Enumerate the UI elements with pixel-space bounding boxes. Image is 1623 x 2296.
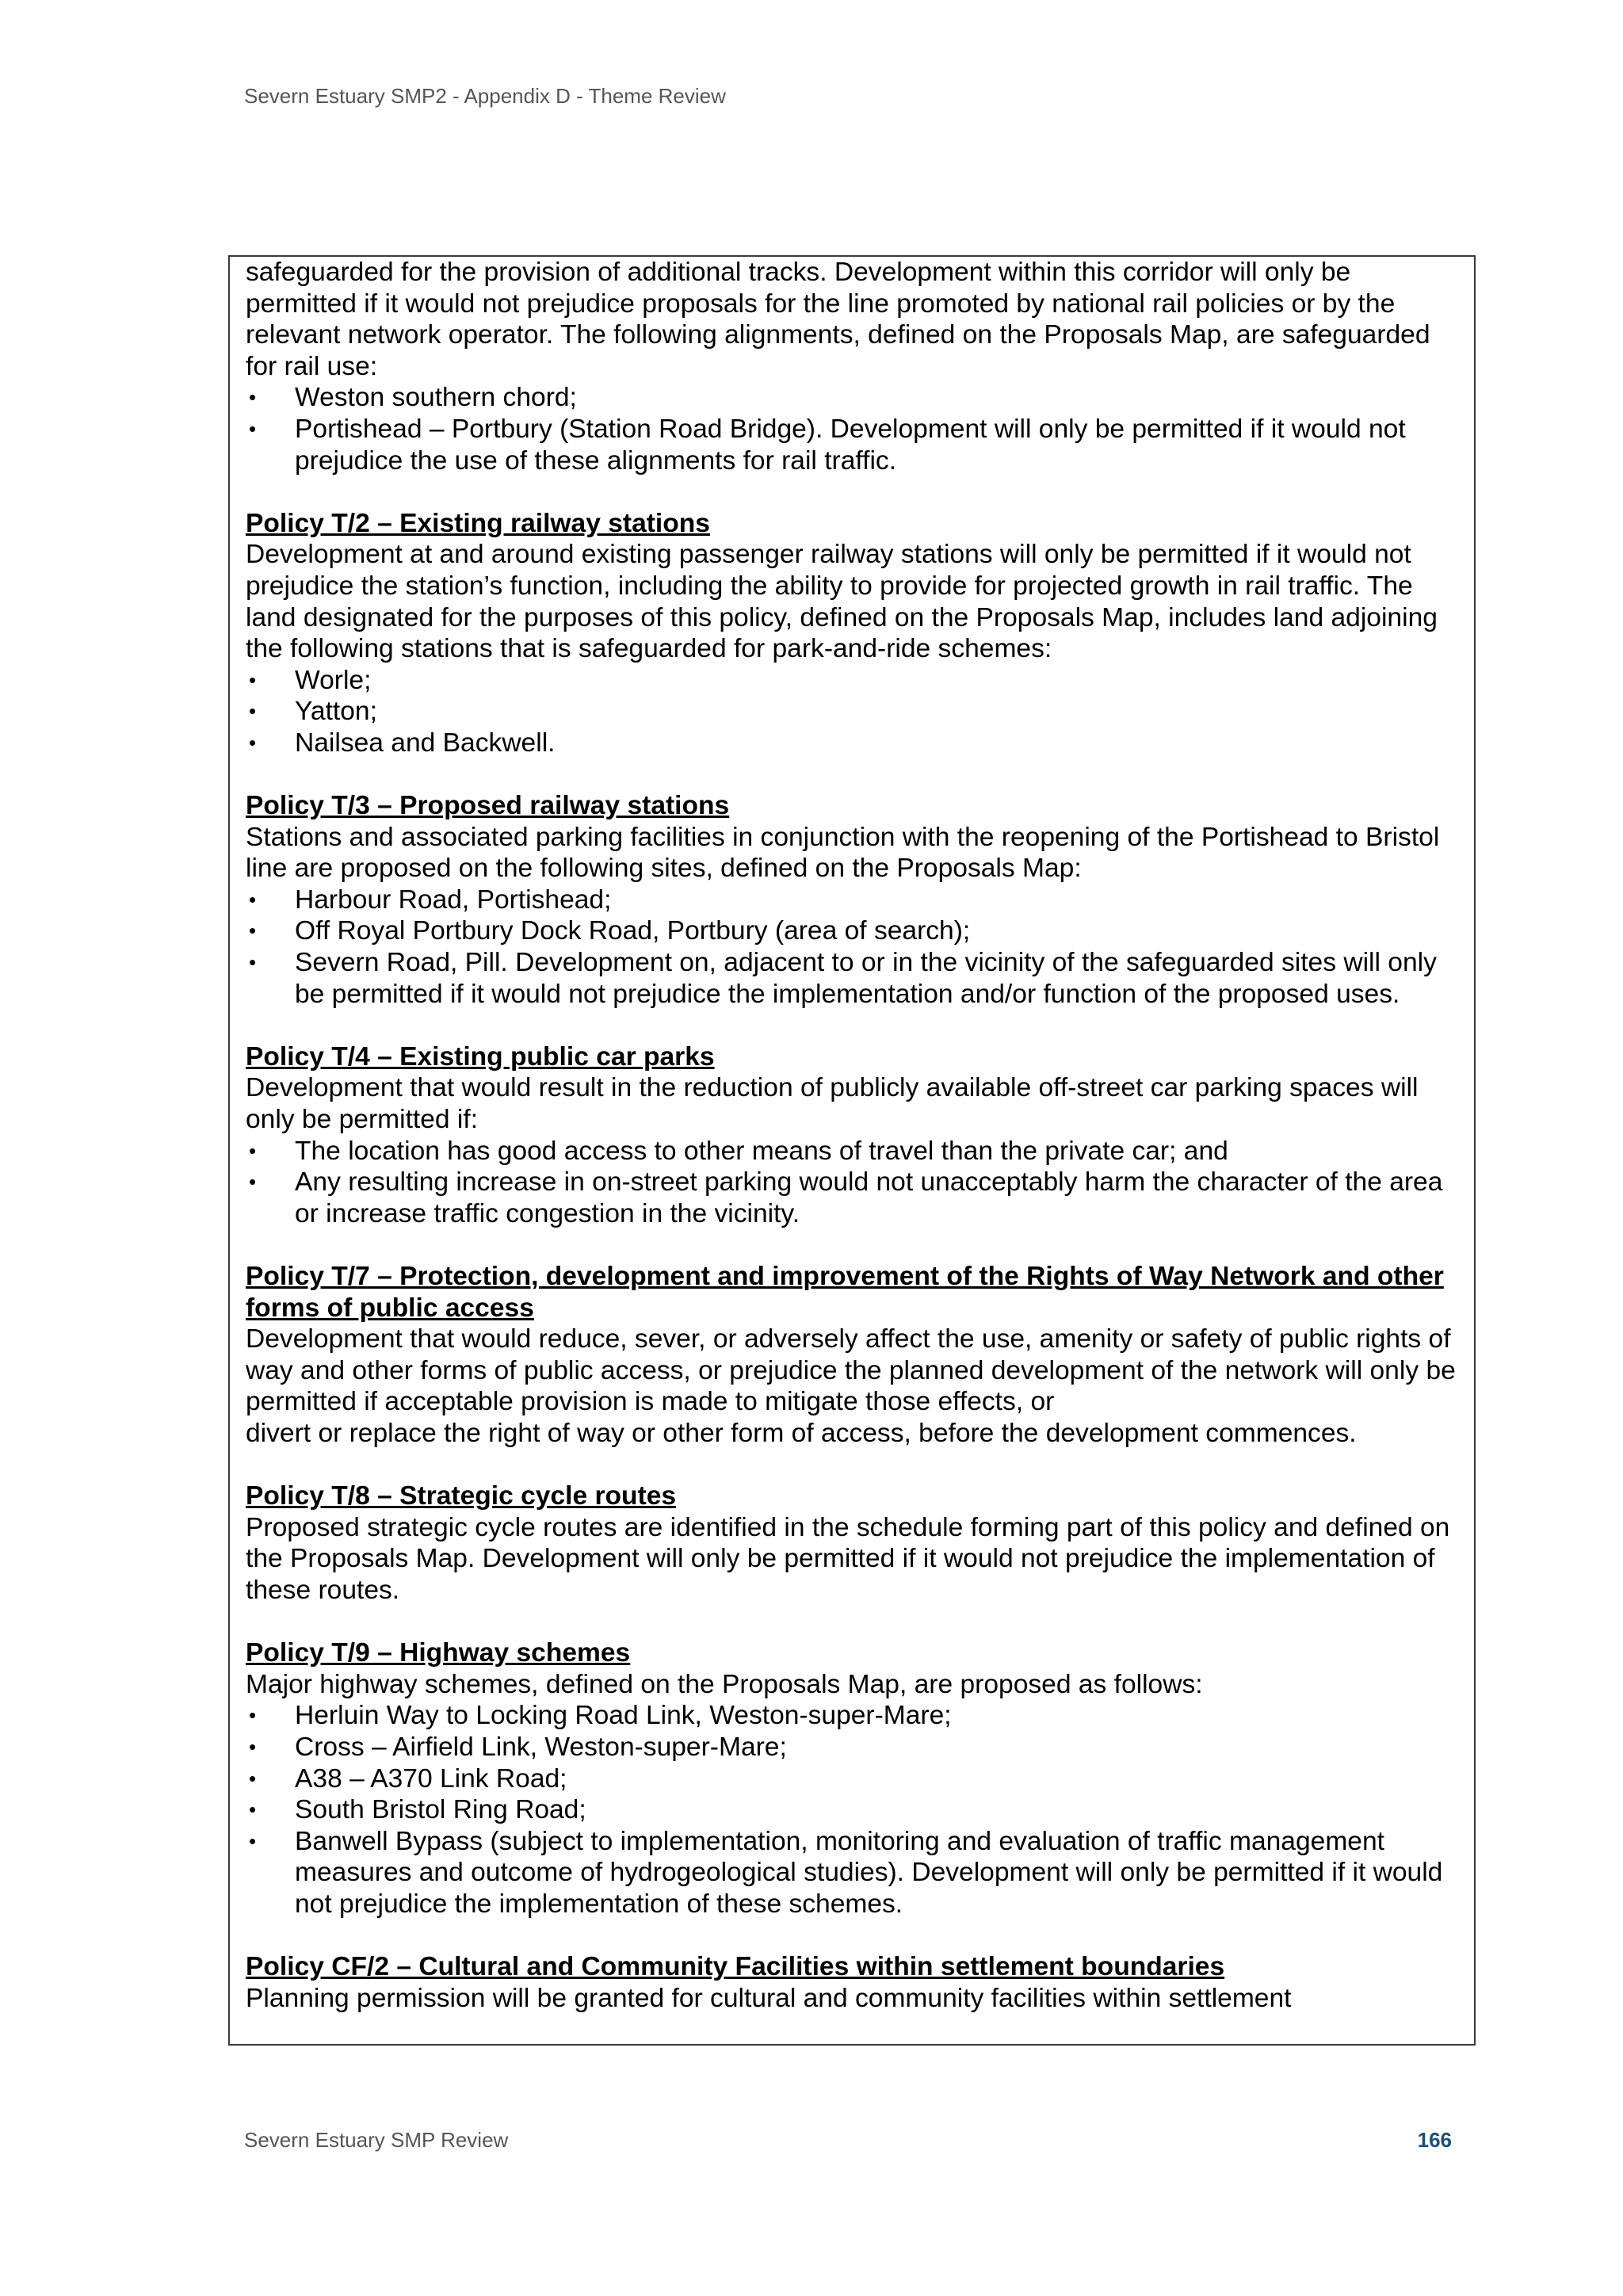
policy-heading: Policy T/9 – Highway schemes	[246, 1638, 631, 1668]
list-item: • Harbour Road, Portishead;	[249, 884, 612, 915]
policy-heading: Policy T/4 – Existing public car parks	[246, 1041, 715, 1072]
list-item: • A38 – A370 Link Road;	[249, 1763, 567, 1794]
policy-t3	[246, 790, 1458, 1010]
policy-t8	[246, 1480, 1458, 1606]
policy-body: Major highway schemes, defined on the Proposals Map, are proposed as follows:	[246, 1669, 1203, 1699]
bullet-list	[246, 884, 1458, 1010]
footer-title: Severn Estuary SMP Review	[244, 2128, 509, 2152]
bullet-icon: •	[249, 1734, 257, 1759]
list-item: • Any resulting increase in on-street parking would not unacceptably harm the character of the area or increase traffic congestion in the vicinity.	[249, 1167, 1443, 1228]
list-item: • Cross – Airfield Link, Weston-super-Mare;	[249, 1732, 787, 1762]
bullet-list	[246, 1136, 1458, 1230]
bullet-icon: •	[249, 919, 257, 943]
list-item: • Off Royal Portbury Dock Road, Portbury (area of search);	[249, 916, 971, 946]
policy-t9	[246, 1637, 1458, 1920]
page-number: 166	[1417, 2128, 1452, 2152]
policy-text-box	[228, 255, 1476, 2046]
policy-cf2	[246, 1951, 1458, 2014]
list-item: • Nailsea and Backwell.	[249, 728, 556, 758]
policy-heading: Policy CF/2 – Cultural and Community Facilities within settlement boundaries	[246, 1952, 1225, 1982]
bullet-icon: •	[249, 730, 257, 755]
policy-body-continued: divert or replace the right of way or other form of access, before the development commences.	[246, 1418, 1357, 1448]
list-item: • South Bristol Ring Road;	[249, 1795, 586, 1825]
policy-heading: Policy T/2 – Existing railway stations	[246, 508, 710, 538]
policy-body: Proposed strategic cycle routes are identified in the schedule forming part of this policy and defined on the Proposals Map. Development will only be permitted if it would not prejudice the implementation of these routes.	[246, 1512, 1450, 1605]
intro-paragraph: safeguarded for the provision of additional tracks. Development within this corridor will only be permitted if it would not prejudice proposals for the line promoted by national rail policies or by the relevant network operator. The following alignments, defined on the Proposals Map, are safeguarded for rail use:	[246, 258, 1430, 381]
list-item: • Severn Road, Pill. Development on, adjacent to or in the vicinity of the safeguarded sites will only be permitted if it would not prejudice the implementation and/or function of the proposed uses.	[249, 948, 1437, 1009]
intro-bullet-list	[246, 382, 1458, 476]
bullet-icon: •	[249, 416, 257, 441]
list-item: • The location has good access to other means of travel than the private car; and	[249, 1136, 1228, 1166]
bullet-icon: •	[249, 667, 257, 692]
list-item: • Portishead – Portbury (Station Road Bridge). Development will only be permitted if it would not prejudice the use of these alignments for rail traffic.	[249, 414, 1406, 476]
bullet-icon: •	[249, 950, 257, 975]
bullet-icon: •	[249, 1828, 257, 1853]
policy-heading: Policy T/3 – Proposed railway stations	[246, 791, 730, 821]
running-header: Severn Estuary SMP2 - Appendix D - Theme Review	[244, 84, 726, 108]
policy-t4	[246, 1041, 1458, 1230]
bullet-icon: •	[249, 1170, 257, 1194]
policy-t7	[246, 1261, 1458, 1450]
policy-t2	[246, 508, 1458, 759]
policy-body: Development that would result in the reduction of publicly available off-street car parking spaces will only be permitted if:	[246, 1073, 1419, 1135]
bullet-icon: •	[249, 1138, 257, 1163]
policy-body: Development that would reduce, sever, or adversely affect the use, amenity or safety of public rights of way and other forms of public access, or prejudice the planned development of the network will only be permitted if acceptable provision is made to mitigate those effects, or	[246, 1324, 1456, 1417]
list-item: • Worle;	[249, 665, 372, 695]
bullet-list	[246, 1700, 1458, 1920]
bullet-icon: •	[249, 1703, 257, 1728]
list-item: • Weston southern chord;	[249, 383, 577, 413]
bullet-icon: •	[249, 699, 257, 724]
list-item: • Herluin Way to Locking Road Link, Weston-super-Mare;	[249, 1701, 952, 1731]
policy-body: Planning permission will be granted for cultural and community facilities within settlement	[246, 1983, 1292, 2013]
policy-heading: Policy T/7 – Protection, development and improvement of the Rights of Way Network and other forms of public access	[246, 1262, 1444, 1323]
bullet-icon: •	[249, 1766, 257, 1790]
bullet-icon: •	[249, 887, 257, 911]
policy-body: Stations and associated parking facilities in conjunction with the reopening of the Portishead to Bristol line are proposed on the following sites, defined on the Proposals Map:	[246, 822, 1440, 884]
policy-heading: Policy T/8 – Strategic cycle routes	[246, 1481, 677, 1511]
list-item: • Banwell Bypass (subject to implementation, monitoring and evaluation of traffic management measures and outcome of hydrogeological studies). Development will only be permitted if it would not prejudice the implementation of these schemes.	[249, 1826, 1443, 1919]
bullet-icon: •	[249, 385, 257, 410]
bullet-list	[246, 665, 1458, 759]
policy-body: Development at and around existing passenger railway stations will only be permitted if it would not prejudice the station’s function, including the ability to provide for projected growth in rail traffic. The land designated for the purposes of this policy, defined on the Proposals Map, includes land adjoining the following stations that is safeguarded for park-and-ride schemes:	[246, 540, 1438, 664]
list-item: • Yatton;	[249, 697, 377, 727]
bullet-icon: •	[249, 1797, 257, 1822]
